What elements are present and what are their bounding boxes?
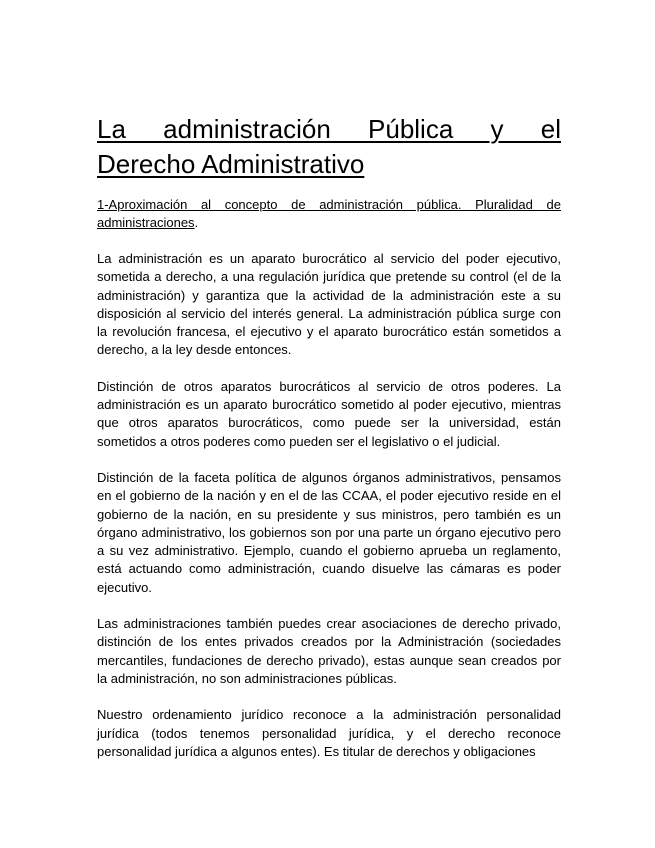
section-heading-suffix: . <box>194 215 199 230</box>
title-line-2: Derecho Administrativo <box>97 149 365 179</box>
paragraph-2: Distinción de otros aparatos burocráticos al servicio de otros poderes. La administración es un aparato burocrático sometido al poder ejecutivo, mientras que otros aparatos burocráticos, como puede ser la universidad, están sometidos a otros poderes como pueden ser el legislativo o el judicial. <box>97 378 561 449</box>
document-title <box>97 112 561 182</box>
title-line-1: La administración Pública y el <box>97 114 561 144</box>
document-page <box>97 112 561 774</box>
paragraph-5: Nuestro ordenamiento jurídico reconoce a la administración personalidad jurídica (todos tenemos personalidad jurídica, y el derecho reconoce personalidad jurídica a algunos entes). Es titular de derechos y obligaciones <box>97 707 561 759</box>
paragraph-1: La administración es un aparato burocrático al servicio del poder ejecutivo, sometida a derecho, a una regulación jurídica que pretende su control (el de la administración) y garantiza que la actividad de la administración este a su disposición al servicio del interés general. La administración pública surge con la revolución francesa, el ejecutivo y el aparato burocrático están sometidos a derecho, a la ley desde entonces. <box>97 251 561 358</box>
paragraph-4: Las administraciones también puedes crear asociaciones de derecho privado, distinción de los entes privados creados por la Administración (sociedades mercantiles, fundaciones de derecho privado), estas aunque sean creados por la administración, no son administraciones públicas. <box>97 616 561 686</box>
section-heading <box>97 196 561 232</box>
paragraph-3: Distinción de la faceta política de algunos órganos administrativos, pensamos en el gobierno de la nación y en el de las CCAA, el poder ejecutivo reside en el gobierno de la nación, en su presidente y sus ministros, pero también es un órgano administrativo, los gobiernos son por una parte un órgano ejecutivo pero a su vez administrativo. Ejemplo, cuando el gobierno aprueba un reglamento, está actuando como administración, cuando disuelve las cámaras es poder ejecutivo. <box>97 469 561 595</box>
section-heading-text: 1-Aproximación al concepto de administración pública. Pluralidad de administraciones <box>97 197 561 230</box>
